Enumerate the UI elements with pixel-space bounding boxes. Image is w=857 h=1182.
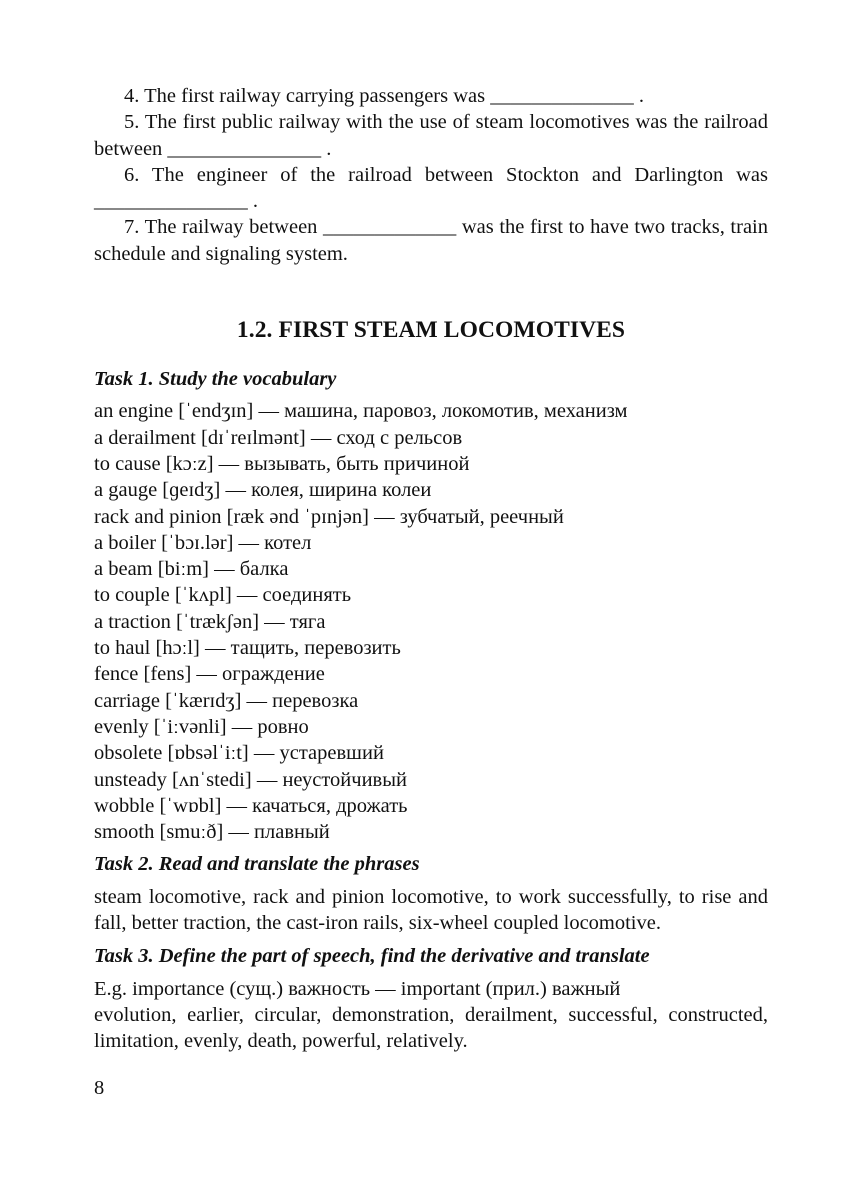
- task3-word-list: evolution, earlier, circular, demonstration, derailment, successful, constructed, limitation, evenly, death, powerful, relatively.: [94, 1003, 768, 1053]
- vocabulary-entry: fence [fens] — ограждение: [94, 663, 325, 686]
- vocabulary-entry: obsolete [ɒbsəlˈiːt] — устаревший: [94, 742, 384, 765]
- vocabulary-entry: smooth [smuːð] — плавный: [94, 821, 330, 844]
- vocabulary-entry: carriage [ˈkærɪdʒ] — перевозка: [94, 689, 359, 712]
- task1-heading: Task 1. Study the vocabulary: [94, 368, 337, 391]
- vocabulary-entry: a beam [biːm] — балка: [94, 558, 289, 581]
- vocabulary-entry: to haul [hɔːl] — тащить, перевозить: [94, 637, 401, 660]
- exercise-item-7: 7. The railway between _____________ was the first to have two tracks, train schedule and signaling system.: [94, 216, 768, 265]
- vocabulary-entry: an engine [ˈendʒɪn] — машина, паровоз, локомотив, механизм: [94, 400, 628, 423]
- vocabulary-entry: a traction [ˈtrækʃən] — тяга: [94, 610, 326, 633]
- vocabulary-list: [94, 398, 768, 845]
- task3-example: E.g. importance (сущ.) важность — important (прил.) важный: [94, 977, 621, 1000]
- task2-heading: Task 2. Read and translate the phrases: [94, 853, 420, 876]
- vocabulary-entry: a derailment [dɪˈreɪlmənt] — сход с рельсов: [94, 426, 463, 449]
- vocabulary-entry: to couple [ˈkʌpl] — соединять: [94, 584, 352, 607]
- task3-heading: Task 3. Define the part of speech, find the derivative and translate: [94, 945, 650, 968]
- vocabulary-entry: wobble [ˈwɒbl] — качаться, дрожать: [94, 794, 408, 817]
- section-title: 1.2. FIRST STEAM LOCOMOTIVES: [236, 317, 626, 344]
- task2-phrases: steam locomotive, rack and pinion locomotive, to work successfully, to rise and fall, better traction, the cast-iron rails, six-wheel coupled locomotive.: [94, 885, 768, 935]
- vocabulary-entry: a boiler [ˈbɔɪ.lər] — котел: [94, 531, 312, 554]
- page-content: [94, 83, 768, 1055]
- vocabulary-entry: a gauge [ɡeɪdʒ] — колея, ширина колеи: [94, 479, 432, 502]
- vocabulary-entry: unsteady [ʌnˈstedi] — неустойчивый: [94, 768, 407, 791]
- exercise-item-5: 5. The first public railway with the use of steam locomotives was the railroad between _______________ .: [94, 111, 768, 160]
- page-number: 8: [94, 1077, 105, 1099]
- vocabulary-entry: rack and pinion [ræk ənd ˈpɪnjən] — зубчатый, реечный: [94, 505, 564, 528]
- exercise-item-4: 4. The first railway carrying passengers was ______________ .: [124, 85, 644, 107]
- vocabulary-entry: evenly [ˈiːvənli] — ровно: [94, 715, 309, 738]
- vocabulary-entry: to cause [kɔːz] — вызывать, быть причиной: [94, 452, 470, 475]
- exercise-item-6: 6. The engineer of the railroad between Stockton and Darlington was _______________ .: [94, 163, 768, 213]
